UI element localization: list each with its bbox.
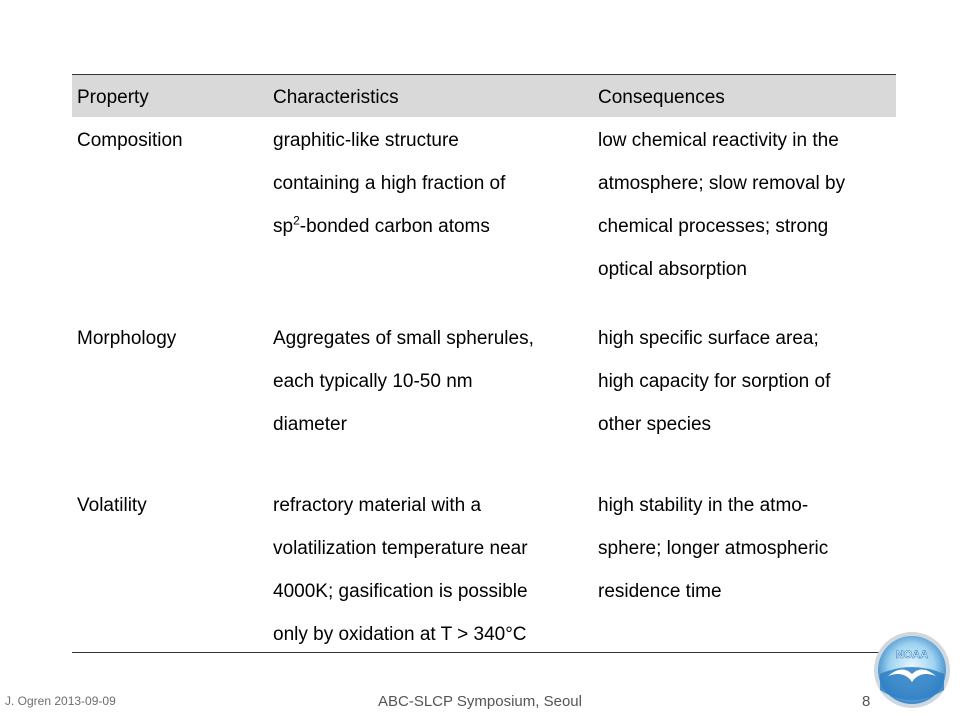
footer-author-date: J. Ogren 2013-09-09 [5,694,116,708]
consequences-cell: high stability in the atmo- sphere; longer atmospheric residence time [598,495,829,602]
characteristics-cell: refractory material with a volatilization temperature near 4000K; gasification is possible only by oxidation at T > 340°C [273,495,528,645]
property-cell: Morphology [77,328,177,349]
footer-event: ABC-SLCP Symposium, Seoul [378,693,582,710]
consequences-cell: high specific surface area; high capacity for sorption of other species [598,328,831,435]
table-bottom-rule [72,652,896,653]
header-characteristics: Characteristics [273,87,399,108]
characteristics-cell: Aggregates of small spherules, each typically 10-50 nm diameter [273,328,534,435]
noaa-logo [872,630,952,710]
property-cell: Composition [77,130,183,151]
logo-water [880,667,944,700]
header-consequences: Consequences [598,87,725,108]
table-header-row [72,75,896,117]
consequences-cell: low chemical reactivity in the atmosphere; slow removal by chemical processes; strong optical absorption [598,130,846,280]
property-cell: Volatility [77,495,147,516]
page-number: 8 [862,693,871,710]
logo-text: NOAA [895,649,929,661]
header-property: Property [77,87,149,108]
characteristics-cell: graphitic-like structure containing a high fraction of $sp^2$-bonded carbon atoms [273,130,506,237]
